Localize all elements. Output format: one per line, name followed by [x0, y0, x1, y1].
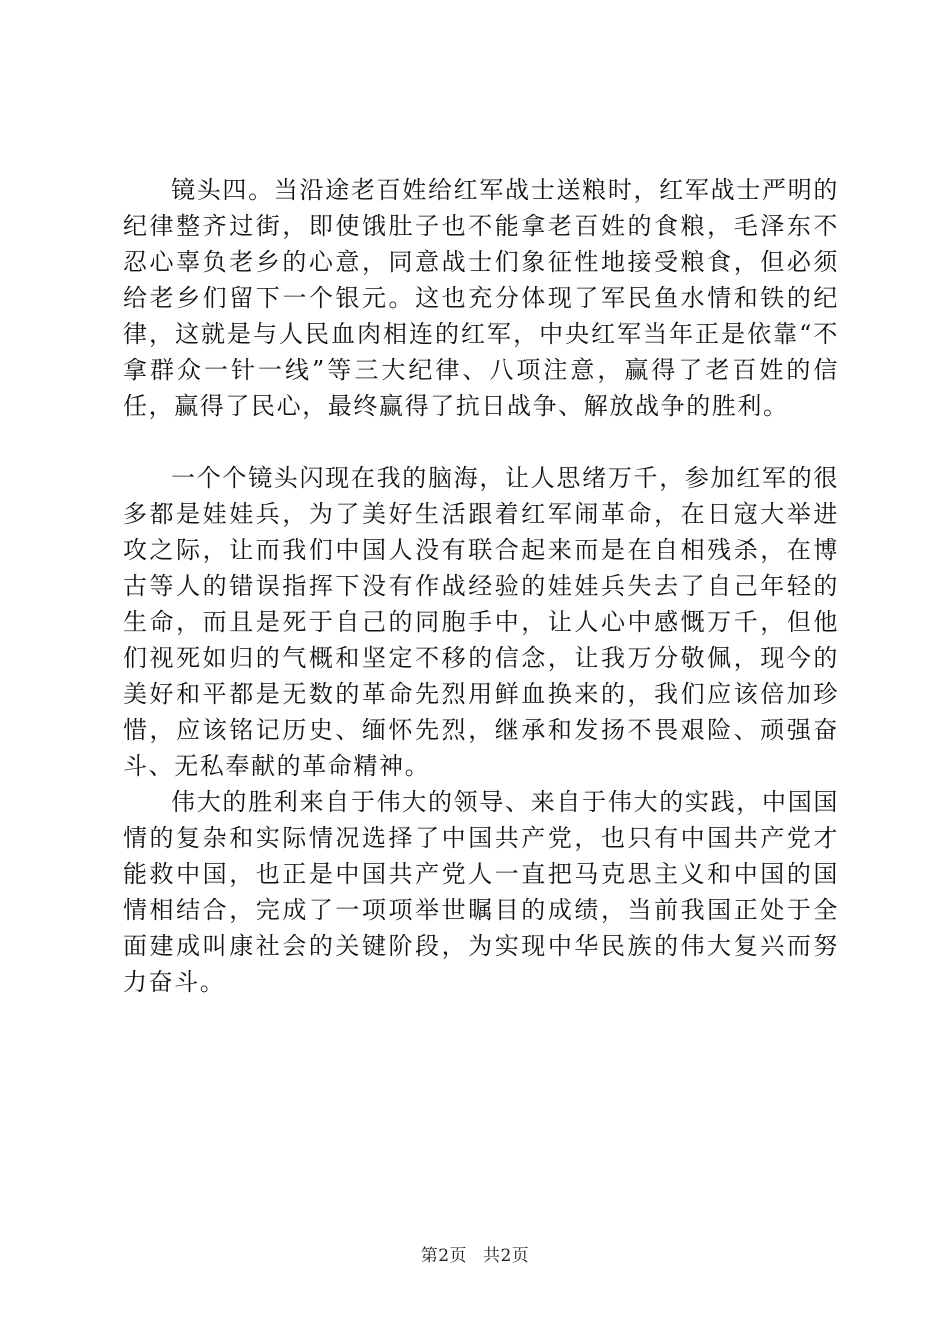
paragraph-conclusion: 伟大的胜利来自于伟大的领导、来自于伟大的实践，中国国情的复杂和实际情况选择了中国共产党，也只有中国共产党才能救中国，也正是中国共产党人一直把马克思主义和中国的国情相结合，完成了一项项举世瞩目的成绩，当前我国正处于全面建成叫康社会的关键阶段，为实现中华民族的伟大复兴而努力奋斗。	[123, 788, 839, 996]
paragraph-shot-four: 镜头四。当沿途老百姓给红军战士送粮时，红军战士严明的纪律整齐过街，即使饿肚子也不能拿老百姓的食粮，毛泽东不忍心辜负老乡的心意，同意战士们象征性地接受粮食，但必须给老乡们留下一个银元。这也充分体现了军民鱼水情和铁的纪律，这就是与人民血肉相连的红军，中央红军当年正是依靠“不拿群众一针一线”等三大纪律、八项注意，赢得了老百姓的信任，赢得了民心，最终赢得了抗日战争、解放战争的胜利。	[123, 176, 839, 420]
page-total: 共2页	[482, 1246, 530, 1266]
document-body	[123, 172, 839, 1000]
paragraph-reflection: 一个个镜头闪现在我的脑海，让人思绪万千，参加红军的很多都是娃娃兵，为了美好生活跟着红军闹革命，在日寇大举进攻之际，让而我们中国人没有联合起来而是在自相残杀，在博古等人的错误指挥下没有作战经验的娃娃兵失去了自己年轻的生命，而且是死于自己的同胞手中，让人心中感慨万千，但他们视死如归的气概和坚定不移的信念，让我万分敬佩，现今的美好和平都是无数的革命先烈用鲜血换来的，我们应该倍加珍惜，应该铭记历史、缅怀先烈，继承和发扬不畏艰险、顽强奋斗、无私奉献的革命精神。	[123, 464, 839, 780]
page-footer	[0, 1244, 950, 1268]
page-number: 第2页	[420, 1246, 468, 1266]
